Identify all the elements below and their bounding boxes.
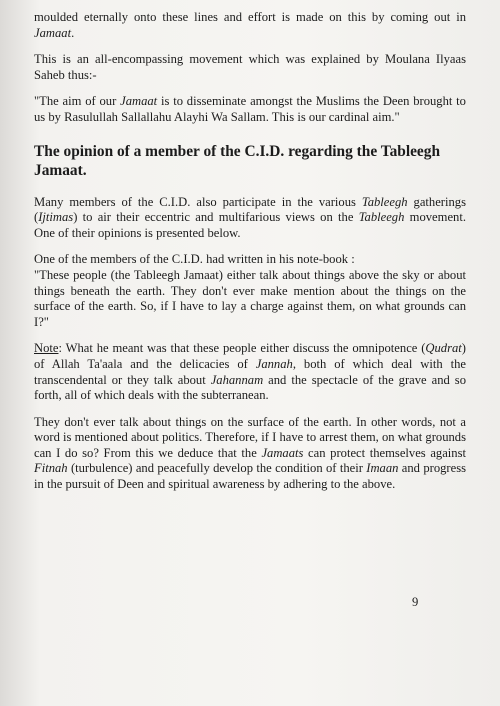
- text-run: (turbulence) and peacefully develop the condition of their: [67, 461, 367, 476]
- text-run: They don't ever talk about things on the surface of the earth. In other words, not a word is mentioned about politics. Therefore, if I have to arrest them, on what grounds can I do so? From this we deduce that the: [34, 414, 466, 460]
- section-heading: [34, 142, 466, 180]
- paragraph: [34, 415, 466, 493]
- italic-term: Ijtimas: [38, 210, 74, 225]
- text-run: : What he meant was that these people either discuss the omnipotence (: [58, 341, 426, 356]
- italic-term: Tableegh: [358, 210, 405, 225]
- italic-term: Jamaat: [120, 94, 158, 109]
- page-body: [34, 10, 466, 504]
- underlined-label: Note: [34, 341, 59, 356]
- paragraph: [34, 341, 466, 403]
- text-run: moulded eternally onto these lines and effort is made on this by coming out in: [34, 10, 466, 24]
- text-run: One of the members of the C.I.D. had written in his note-book :: [34, 252, 355, 267]
- text-run: can protect themselves against: [303, 445, 467, 460]
- italic-term: Jamaat: [34, 25, 72, 40]
- italic-term: Jamaats: [261, 445, 304, 460]
- italic-term: Qudrat: [425, 341, 462, 356]
- italic-term: Imaan: [366, 461, 399, 476]
- page-number: 9: [412, 595, 419, 609]
- italic-term: Tableegh: [361, 194, 408, 209]
- text-run: ) of Allah Ta'aala and the delicacies of: [34, 341, 466, 371]
- text-run: and the spectacle of the grave and so forth, all of which deals with the subterranean.: [34, 372, 466, 403]
- text-run: The opinion of a member of the C.I.D. regarding the Tableegh Jamaat.: [34, 142, 441, 179]
- paragraph: [34, 52, 466, 83]
- text-run: "These people (the Tableegh Jamaat) either talk about things above the sky or about things beneath the earth. They don't ever make mention about the things on the surface of the earth. So, if I have to lay a charge against them, on what grounds can I?": [34, 267, 466, 329]
- text-run: is to disseminate amongst the Muslims the Deen brought to us by Rasulullah Sallallahu Alayhi Wa Sallam. This is our cardinal aim.": [34, 94, 466, 124]
- text-run: movement. One of their opinions is presented below.: [34, 210, 466, 240]
- paragraph: [34, 252, 466, 330]
- text-run: , both of which deal with the transcendental or they talk about: [34, 356, 466, 387]
- text-run: gatherings (: [34, 194, 466, 225]
- italic-term: Jannah: [255, 356, 293, 371]
- italic-term: Jahannam: [210, 372, 264, 387]
- italic-term: Fitnah: [34, 461, 68, 476]
- text-run: ) to air their eccentric and multifarious views on the: [73, 210, 359, 225]
- text-run: and progress in the pursuit of Deen and spiritual awareness by adhering to the above.: [34, 461, 466, 492]
- paragraph: [34, 94, 466, 125]
- text-run: .: [71, 25, 75, 40]
- text-run: "The aim of our: [34, 94, 121, 109]
- paragraph: [34, 195, 466, 242]
- text-run: This is an all-encompassing movement which was explained by Moulana Ilyaas Saheb thus:-: [34, 52, 466, 82]
- text-run: Many members of the C.I.D. also participate in the various: [34, 194, 362, 209]
- paragraph: [34, 10, 466, 41]
